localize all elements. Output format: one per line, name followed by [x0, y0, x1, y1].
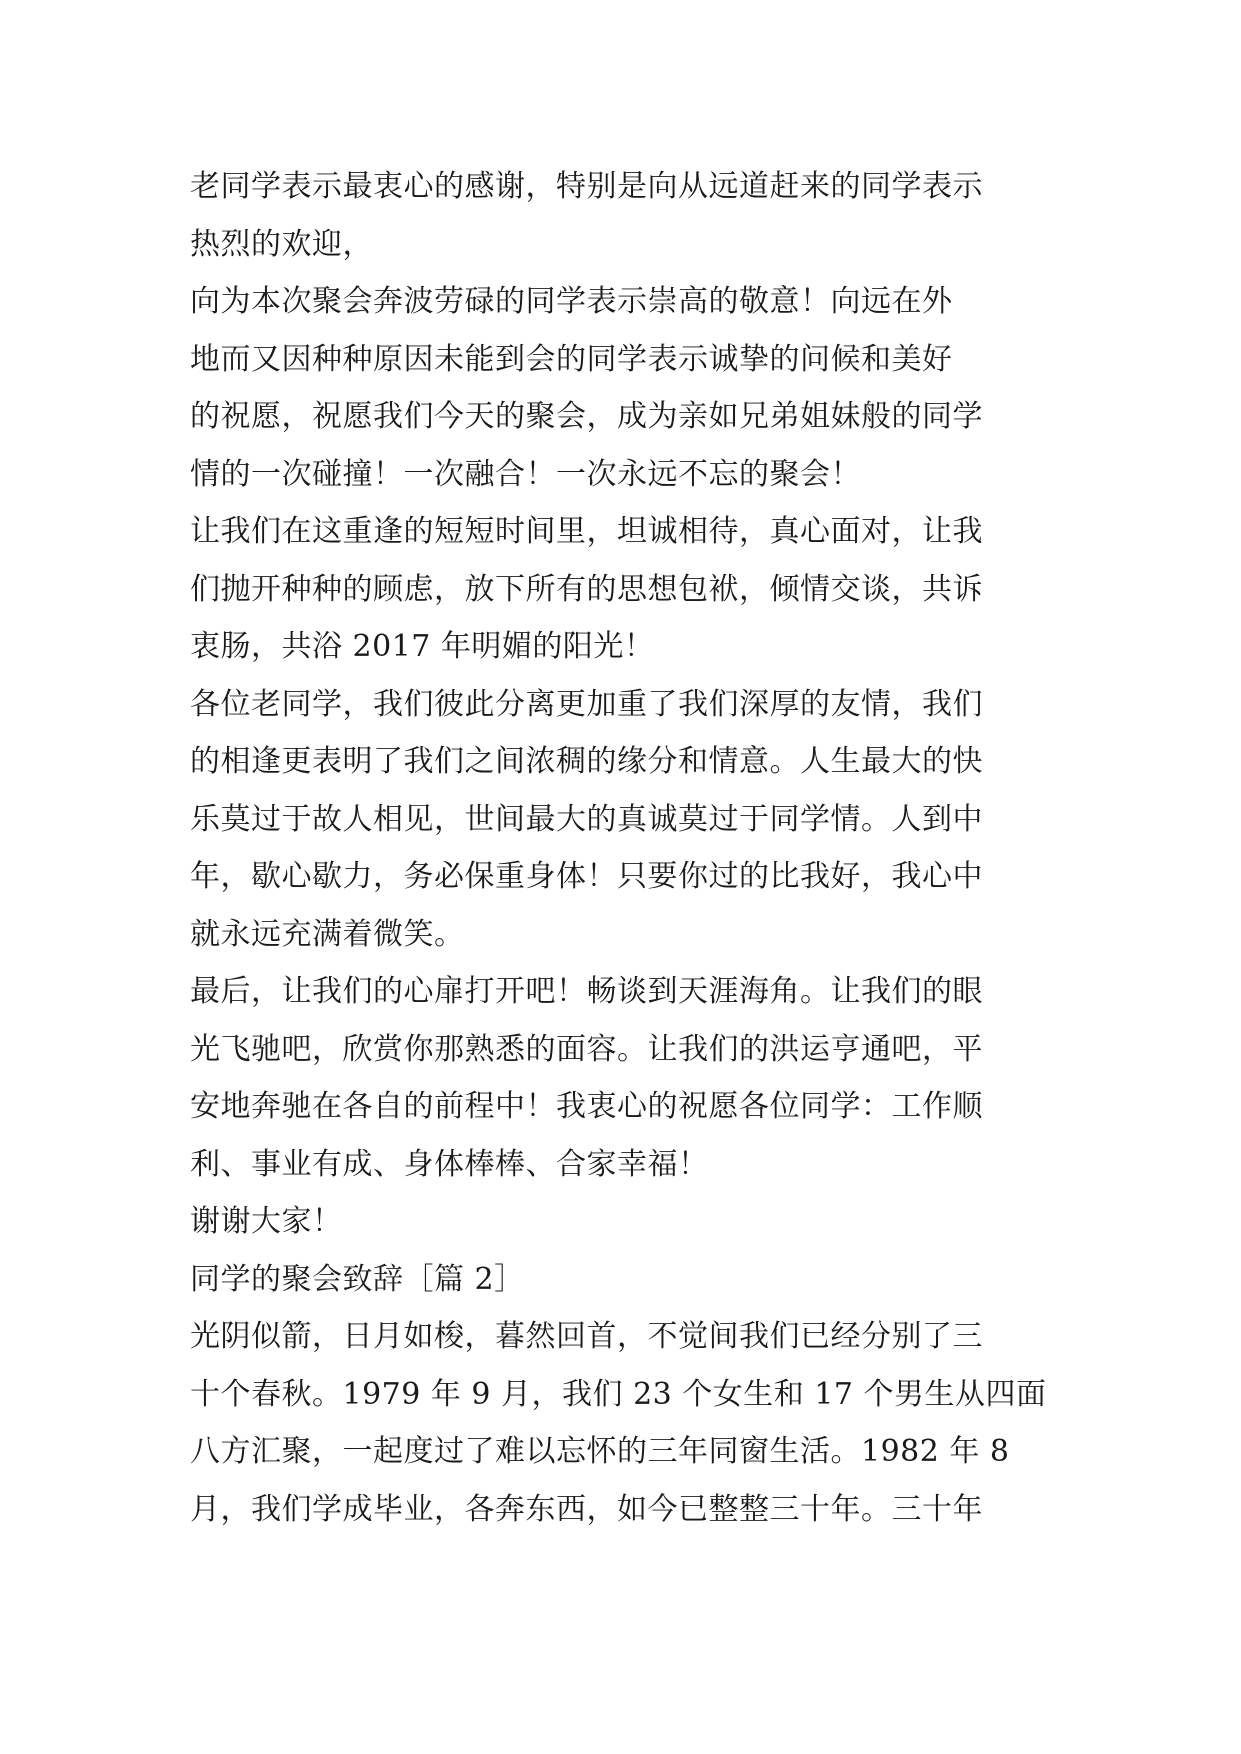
- text-line: 八方汇聚，一起度过了难以忘怀的三年同窗生活。1982 年 8: [190, 1434, 1010, 1469]
- text-line: 衷肠，共浴 2017 年明媚的阳光！: [190, 629, 655, 664]
- text-line: 安地奔驰在各自的前程中！我衷心的祝愿各位同学：工作顺: [190, 1089, 983, 1124]
- text-line: 老同学表示最衷心的感谢，特别是向从远道赶来的同学表示: [190, 169, 983, 204]
- text-line: 就永远充满着微笑。: [190, 916, 465, 952]
- text-line: 光飞驰吧，欣赏你那熟悉的面容。让我们的洪运亨通吧，平: [190, 1031, 983, 1067]
- text-line: 光阴似箭，日月如梭，暮然回首，不觉间我们已经分别了三: [190, 1319, 983, 1354]
- body-text: [190, 158, 1060, 1538]
- text-line: 的祝愿，祝愿我们今天的聚会，成为亲如兄弟姐妹般的同学: [190, 399, 983, 434]
- section-heading: 同学的聚会致辞［篇 2］: [190, 1261, 525, 1297]
- text-line: 向为本次聚会奔波劳碌的同学表示崇高的敬意！向远在外: [190, 284, 953, 319]
- text-line: 十个春秋。1979 年 9 月，我们 23 个女生和 17 个男生从四面: [190, 1376, 1047, 1412]
- text-line: 年，歇心歇力，务必保重身体！只要你过的比我好，我心中: [190, 859, 983, 894]
- text-line: 各位老同学，我们彼此分离更加重了我们深厚的友情，我们: [190, 686, 983, 722]
- text-line: 利、事业有成、身体棒棒、合家幸福！: [190, 1146, 709, 1182]
- text-line: 谢谢大家！: [190, 1204, 343, 1239]
- text-line: 的相逢更表明了我们之间浓稠的缘分和情意。人生最大的快: [190, 744, 983, 779]
- text-line: 地而又因种种原因未能到会的同学表示诚挚的问候和美好: [190, 341, 953, 377]
- text-line: 们抛开种种的顾虑，放下所有的思想包袱，倾情交谈，共诉: [190, 571, 983, 607]
- text-line: 让我们在这重逢的短短时间里，坦诚相待，真心面对，让我: [190, 514, 983, 549]
- text-line: 最后，让我们的心扉打开吧！畅谈到天涯海角。让我们的眼: [190, 974, 983, 1009]
- text-line: 热烈的欢迎，: [190, 226, 373, 262]
- text-line: 情的一次碰撞！一次融合！一次永远不忘的聚会！: [190, 456, 861, 492]
- text-line: 乐莫过于故人相见，世间最大的真诚莫过于同学情。人到中: [190, 801, 983, 837]
- text-line: 月，我们学成毕业，各奔东西，如今已整整三十年。三十年: [190, 1491, 983, 1527]
